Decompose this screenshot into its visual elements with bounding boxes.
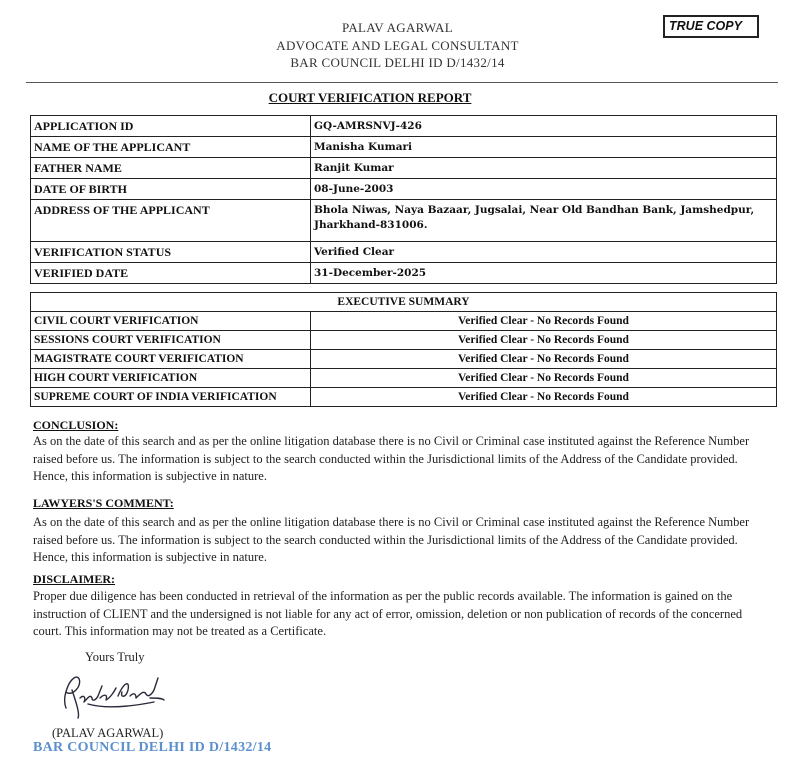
advocate-name: PALAV AGARWAL <box>342 20 453 35</box>
table-row <box>31 179 777 200</box>
true-copy-badge: TRUE COPY <box>663 15 759 38</box>
table-row <box>31 331 777 350</box>
row-value: Verified Clear - No Records Found <box>311 388 777 407</box>
row-label: NAME OF THE APPLICANT <box>31 137 311 158</box>
row-value: GQ-AMRSNVJ-426 <box>311 116 777 137</box>
advocate-bar-id: BAR COUNCIL DELHI ID D/1432/14 <box>290 55 505 70</box>
advocate-role: ADVOCATE AND LEGAL CONSULTANT <box>276 38 519 53</box>
row-label: MAGISTRATE COURT VERIFICATION <box>31 350 311 369</box>
table-row <box>31 312 777 331</box>
table-row <box>31 369 777 388</box>
signatory-name: (PALAV AGARWAL) <box>52 726 164 740</box>
row-value: Verified Clear - No Records Found <box>311 369 777 388</box>
table-row <box>31 242 777 263</box>
row-label: VERIFICATION STATUS <box>31 242 311 263</box>
signature-image <box>58 668 168 720</box>
row-label: VERIFIED DATE <box>31 263 311 284</box>
header-divider <box>26 82 778 83</box>
report-title: COURT VERIFICATION REPORT <box>268 90 472 105</box>
disclaimer-heading: DISCLAIMER: <box>33 572 116 586</box>
row-label: CIVIL COURT VERIFICATION <box>31 312 311 331</box>
row-label: DATE OF BIRTH <box>31 179 311 200</box>
row-value: Verified Clear - No Records Found <box>311 331 777 350</box>
row-label: APPLICATION ID <box>31 116 311 137</box>
row-value: Bhola Niwas, Naya Bazaar, Jugsalai, Near Old Bandhan Bank, Jamshedpur, Jharkhand-831006. <box>311 200 777 242</box>
conclusion-text: As on the date of this search and as per the online litigation database there is no Civil or Criminal case instituted against the Reference Number raised before us. The information is subject to the search conducted within the Jurisdictional limits of the Address of the Candidate provided. Hence, this information is subjective in nature. <box>33 434 750 483</box>
table-header-row <box>31 293 777 312</box>
table-row <box>31 116 777 137</box>
executive-summary-table <box>30 292 777 407</box>
summary-heading: EXECUTIVE SUMMARY <box>31 293 777 312</box>
row-value: Manisha Kumari <box>311 137 777 158</box>
row-value: Verified Clear - No Records Found <box>311 312 777 331</box>
row-label: HIGH COURT VERIFICATION <box>31 369 311 388</box>
table-row <box>31 158 777 179</box>
row-label: SESSIONS COURT VERIFICATION <box>31 331 311 350</box>
row-value: Verified Clear <box>311 242 777 263</box>
row-label: FATHER NAME <box>31 158 311 179</box>
table-row <box>31 388 777 407</box>
row-label: SUPREME COURT OF INDIA VERIFICATION <box>31 388 311 407</box>
table-row <box>31 137 777 158</box>
table-row <box>31 350 777 369</box>
row-value: Verified Clear - No Records Found <box>311 350 777 369</box>
conclusion-heading: CONCLUSION: <box>33 418 119 432</box>
closing-salutation: Yours Truly <box>85 650 145 664</box>
signatory-bar-id: BAR COUNCIL DELHI ID D/1432/14 <box>33 740 272 755</box>
row-value: Ranjit Kumar <box>311 158 777 179</box>
row-label: ADDRESS OF THE APPLICANT <box>31 200 311 242</box>
table-row <box>31 200 777 242</box>
disclaimer-text: Proper due diligence has been conducted in retrieval of the information as per the public records available. The information is gained on the instruction of CLIENT and the undersigned is not liable for any act of error, omission, deletion or non publication of records of the concerned court. This information may not be treated as a Certificate. <box>33 589 743 638</box>
applicant-details-table <box>30 115 777 284</box>
lawyers-comment-heading: LAWYERS'S COMMENT: <box>33 496 174 510</box>
table-row <box>31 263 777 284</box>
row-value: 31-December-2025 <box>311 263 777 284</box>
lawyers-comment-text: As on the date of this search and as per the online litigation database there is no Civil or Criminal case instituted against the Reference Number raised before us. The information is subject to the search conducted within the Jurisdictional limits of the Address of the Candidate provided. Hence, this information is subjective in nature. <box>33 515 750 564</box>
row-value: 08-June-2003 <box>311 179 777 200</box>
